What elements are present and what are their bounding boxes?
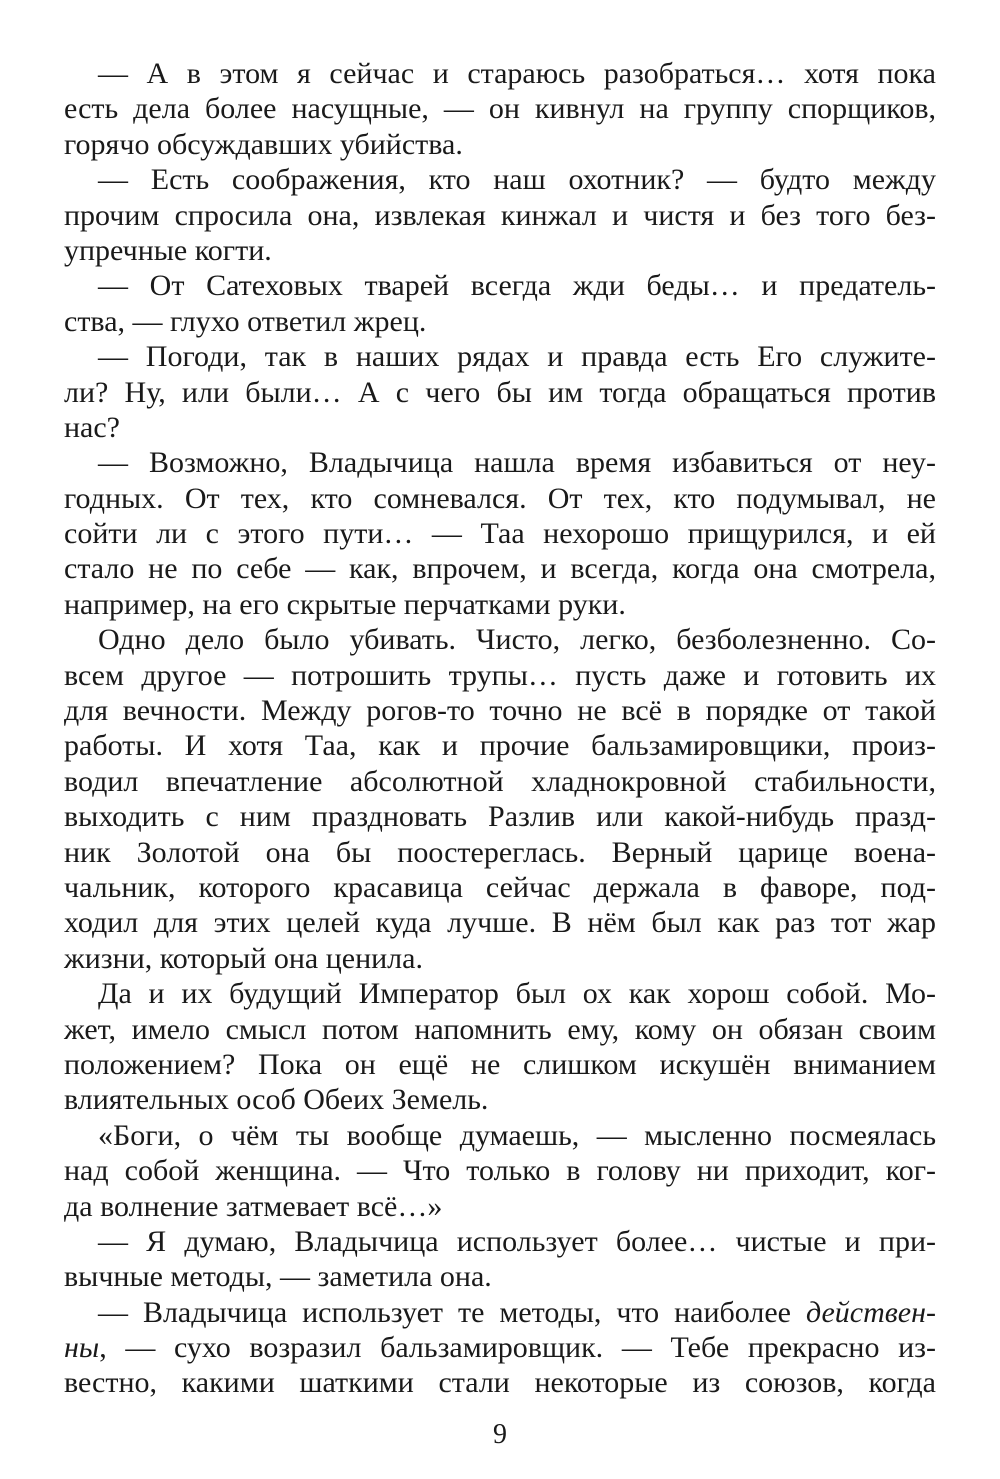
page-number: 9	[493, 1419, 507, 1450]
text-line: чальник, которого красавица сейчас держала в фаворе, под-	[64, 870, 936, 904]
text-line: жизни, который она ценила.	[64, 941, 423, 975]
text-line: — Возможно, Владычица нашла время избавиться от неу-	[98, 446, 936, 480]
text-line: есть дела более насущные, — он кивнул на группу спорщиков,	[64, 92, 936, 126]
text-line	[64, 1330, 936, 1365]
line-roman-part: , — сухо возразил бальзамировщик. — Тебе прекрасно из-	[99, 1331, 936, 1365]
text-line: Да и их будущий Император был ох как хорош собой. Мо-	[98, 977, 936, 1011]
text-line: годных. От тех, кто сомневался. От тех, кто подумывал, не	[64, 481, 936, 515]
text-line: ходил для этих целей куда лучше. В нём был как раз тот жар	[64, 906, 936, 940]
text-line	[64, 1295, 936, 1330]
text-line: положением? Пока он ещё не слишком искушён вниманием	[64, 1047, 936, 1081]
text-line: — А в этом я сейчас и стараюсь разобраться… хотя пока	[98, 57, 936, 90]
text-line: например, на его скрытые перчатками руки.	[64, 587, 626, 621]
text-line: стало не по себе — как, впрочем, и всегда, когда она смотрела,	[64, 552, 936, 586]
text-line: — Погоди, так в наших рядах и правда есть Его служите-	[98, 340, 936, 374]
text-line: жет, имело смысл потом напомнить ему, кому он обязан своим	[64, 1012, 936, 1046]
italic-emphasis: ны	[64, 1331, 100, 1365]
text-line: Одно дело было убивать. Чисто, легко, безболезненно. Со-	[98, 623, 936, 657]
line-roman-part: — Владычица использует те методы, что наиболее	[98, 1295, 806, 1329]
text-line: всем другое — потрошить трупы… пусть даже и готовить их	[64, 658, 936, 692]
text-line: над собой женщина. — Что только в голову ни приходит, ког-	[64, 1154, 936, 1188]
text-line: ник Золотой она бы поостереглась. Верный царице воена-	[64, 835, 936, 869]
text-line: работы. И хотя Таа, как и прочие бальзамировщики, произ-	[64, 729, 936, 763]
text-line: — От Сатеховых тварей всегда жди беды… и предатель-	[98, 269, 936, 303]
text-line: горячо обсуждавших убийства.	[64, 127, 463, 161]
text-line: упречные когти.	[64, 233, 272, 267]
text-line: выходить с ним праздновать Разлив или какой-нибудь празд-	[64, 800, 936, 834]
text-line: — Есть соображения, кто наш охотник? — будто между	[98, 163, 936, 197]
page-text	[64, 56, 936, 1401]
text-line: вычные методы, — заметила она.	[64, 1260, 492, 1294]
text-line: сойти ли с этого пути… — Таа нехорошо прищурился, и ей	[64, 517, 936, 551]
text-line: нас?	[64, 410, 121, 444]
text-line: вестно, какими шаткими стали некоторые из союзов, когда	[64, 1366, 936, 1400]
text-line: влиятельных особ Обеих Земель.	[64, 1083, 489, 1117]
text-line: водил впечатление абсолютной хладнокровной стабильности,	[64, 764, 936, 798]
text-line: — Я думаю, Владычица использует более… чистые и при-	[98, 1224, 936, 1258]
text-line: ли? Ну, или были… А с чего бы им тогда обращаться против	[64, 375, 936, 409]
text-line: ства, — глухо ответил жрец.	[64, 304, 427, 338]
italic-emphasis: действен-	[805, 1295, 936, 1329]
text-line: прочим спросила она, извлекая кинжал и чистя и без того без-	[64, 198, 936, 232]
text-line: для вечности. Между рогов-то точно не всё в порядке от такой	[64, 694, 936, 728]
text-line: «Боги, о чём ты вообще думаешь, — мысленно посмеялась	[98, 1118, 936, 1152]
text-line: да волнение затмевает всё…»	[64, 1189, 443, 1223]
